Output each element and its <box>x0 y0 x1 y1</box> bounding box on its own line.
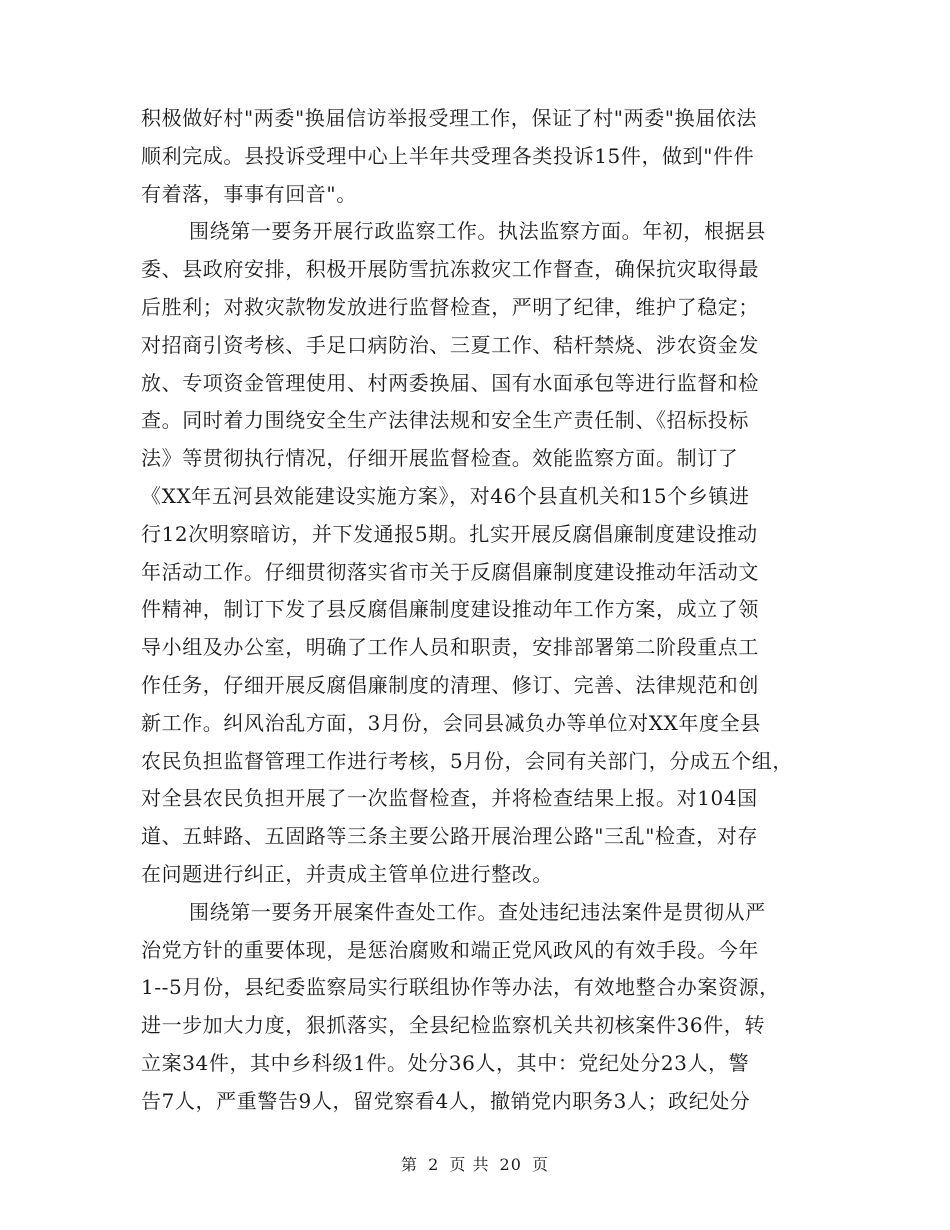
paragraph-start-line: 围绕第一要务开展行政监察工作。执法监察方面。年初，根据县 <box>189 219 766 244</box>
text-line: 作任务，仔细开展反腐倡廉制度的清理、修订、完善、法律规范和创 <box>141 672 759 697</box>
text-line: 治党方针的重要体现，是惩治腐败和端正党风政风的有效手段。今年 <box>141 937 759 962</box>
text-line: 查。同时着力围绕安全生产法律法规和安全生产责任制、《招标投标 <box>141 408 749 433</box>
text-line: 委、县政府安排，积极开展防雪抗冻救灾工作督查，确保抗灾取得最 <box>141 257 759 282</box>
current-page-number: 2 <box>428 1155 440 1174</box>
text-line: 农民负担监督管理工作进行考核，5月份，会同有关部门，分成五个组， <box>141 748 793 773</box>
text-line: 导小组及办公室，明确了工作人员和职责，安排部署第二阶段重点工 <box>141 635 759 660</box>
text-line: 顺利完成。县投诉受理中心上半年共受理各类投诉15件，做到"件件 <box>141 143 755 168</box>
text-line: 新工作。纠风治乱方面，3月份，会同县减负办等单位对XX年度全县 <box>141 710 761 735</box>
text-line: 积极做好村"两委"换届信访举报受理工作，保证了村"两委"换届依法 <box>141 106 757 130</box>
text-line: 年活动工作。仔细贯彻落实省市关于反腐倡廉制度建设推动年活动文 <box>141 559 759 584</box>
text-line: 对全县农民负担开展了一次监督检查，并将检查结果上报。对104国 <box>141 786 758 811</box>
footer-middle: 页 共 <box>449 1155 490 1174</box>
text-line: 1--5月份，县纪委监察局实行联组协作等办法，有效地整合办案资源， <box>141 975 780 1000</box>
text-line: 进一步加大力度，狠抓落实，全县纪检监察机关共初核案件36件，转 <box>141 1013 766 1038</box>
text-line: 对招商引资考核、手足口病防治、三夏工作、秸杆禁烧、涉农资金发 <box>141 332 759 357</box>
body-text <box>141 100 831 1121</box>
text-line: 告7人，严重警告9人，留党察看4人，撤销党内职务3人；政纪处分 <box>141 1088 751 1113</box>
text-line: 件精神，制订下发了县反腐倡廉制度建设推动年工作方案，成立了领 <box>141 597 759 622</box>
text-line: 道、五蚌路、五固路等三条主要公路开展治理公路"三乱"检查，对存 <box>141 824 758 849</box>
total-page-count: 20 <box>499 1155 522 1174</box>
footer-suffix: 页 <box>532 1155 550 1174</box>
text-line: 在问题进行纠正，并责成主管单位进行整改。 <box>141 861 553 886</box>
footer-prefix: 第 <box>400 1155 418 1174</box>
text-line: 放、专项资金管理使用、村两委换届、国有水面承包等进行监督和检 <box>141 370 759 395</box>
text-line: 《XX年五河县效能建设实施方案》，对46个县直机关和15个乡镇进 <box>141 483 750 508</box>
text-line: 有着落，事事有回音"。 <box>141 181 357 206</box>
paragraph-start-line: 围绕第一要务开展案件查处工作。查处违纪违法案件是贯彻从严 <box>189 899 766 924</box>
text-line: 行12次明察暗访，并下发通报5期。扎实开展反腐倡廉制度建设推动 <box>141 521 758 546</box>
page-footer <box>0 1152 950 1175</box>
text-line: 后胜利；对救灾款物发放进行监督检查，严明了纪律，维护了稳定； <box>141 294 759 319</box>
text-line: 立案34件，其中乡科级1件。处分36人，其中：党纪处分23人，警 <box>141 1050 750 1075</box>
text-line: 法》等贯彻执行情况，仔细开展监督检查。效能监察方面。制订了 <box>141 446 739 471</box>
